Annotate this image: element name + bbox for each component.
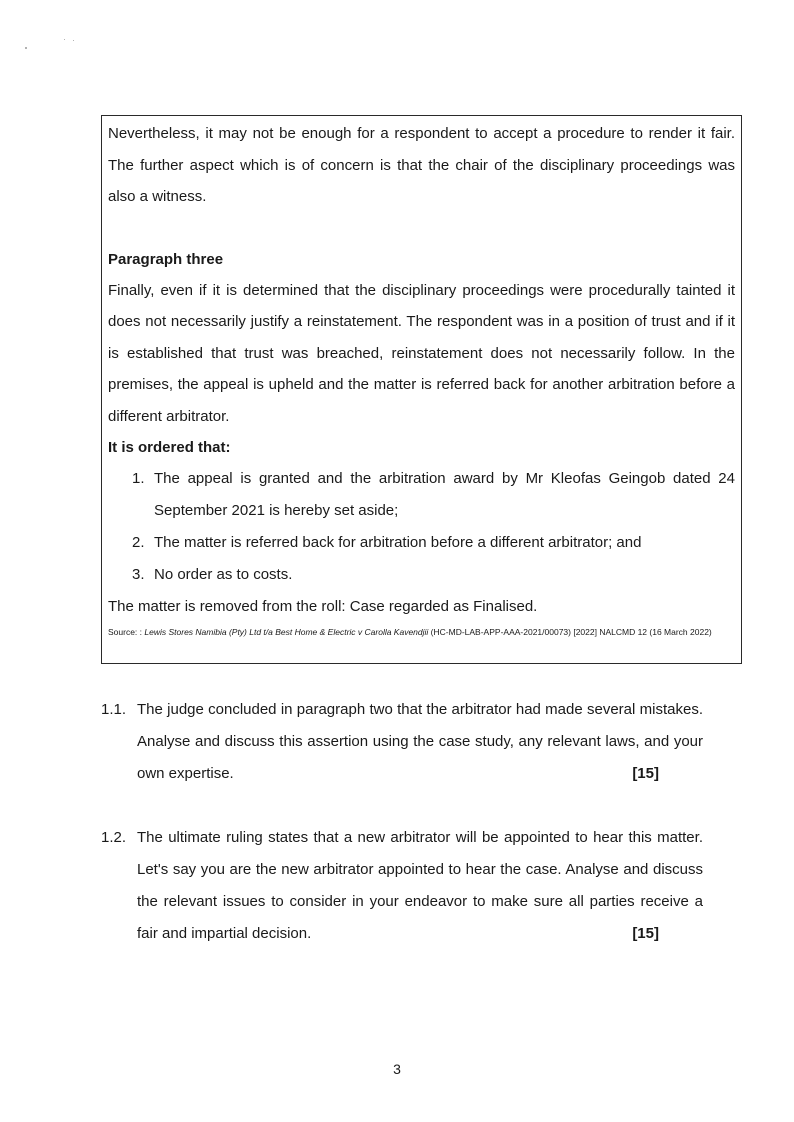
case-excerpt-box [101, 115, 742, 664]
removed-from-roll-text: The matter is removed from the roll: Case regarded as Finalised. [108, 598, 538, 615]
question-1-2 [101, 822, 703, 950]
question-number: 1.2. [101, 829, 127, 846]
paragraph-spacer [108, 213, 735, 244]
paragraph-three-text: Finally, even if it is determined that the disciplinary proceedings were procedurally tainted it does not necessarily justify a reinstatement. The respondent was in a position of trust and if it is established that trust was breached, reinstatement does not necessarily follow. In the premises, the appeal is upheld and the matter is referred back for another arbitration before a different arbitrator. [108, 281, 735, 425]
order-text: The appeal is granted and the arbitration award by Mr Kleofas Geingob dated 24 September 2021 is hereby set aside; [154, 470, 735, 519]
question-number: 1.1. [101, 701, 127, 718]
scan-mark [25, 47, 27, 49]
source-case-name: Lewis Stores Namibia (Pty) Ltd t/a Best Home & Electric v Carolla Kavendjii [144, 627, 429, 637]
order-item [108, 527, 735, 559]
source-suffix: (HC-MD-LAB-APP-AAA-2021/00073) [2022] NALCMD 12 (16 March 2022) [428, 627, 712, 637]
ordered-heading: It is ordered that: [108, 439, 231, 456]
order-text: The matter is referred back for arbitration before a different arbitrator; and [154, 534, 642, 551]
question-text: The ultimate ruling states that a new arbitrator will be appointed to hear this matter. Let's say you are the new arbitrator appointed to hear the case. Analyse and discuss the relevant issues to consider in your endeavor to make sure all parties receive a fair and impartial decision. [137, 829, 703, 942]
order-text: No order as to costs. [154, 566, 293, 583]
question-marks: [15] [632, 765, 659, 782]
question-1-1 [101, 694, 703, 790]
source-prefix: Source: : [108, 627, 145, 637]
questions-section [101, 694, 703, 982]
order-item [108, 463, 735, 527]
orders-list [108, 463, 735, 591]
scan-mark [73, 40, 74, 41]
order-number: 2. [132, 534, 145, 551]
order-item [108, 559, 735, 591]
source-citation [108, 622, 735, 643]
order-number: 1. [132, 470, 145, 487]
page-number: 3 [393, 1061, 401, 1077]
paragraph-three-heading: Paragraph three [108, 250, 224, 268]
scan-mark [64, 39, 65, 40]
question-marks: [15] [632, 925, 659, 942]
intro-paragraph: Nevertheless, it may not be enough for a respondent to accept a procedure to render it fair. The further aspect which is of concern is that the chair of the disciplinary proceedings was also a witness. [108, 125, 735, 205]
order-number: 3. [132, 566, 145, 583]
question-text: The judge concluded in paragraph two that the arbitrator had made several mistakes. Analyse and discuss this assertion using the case study, any relevant laws, and your own expertise. [137, 701, 703, 782]
